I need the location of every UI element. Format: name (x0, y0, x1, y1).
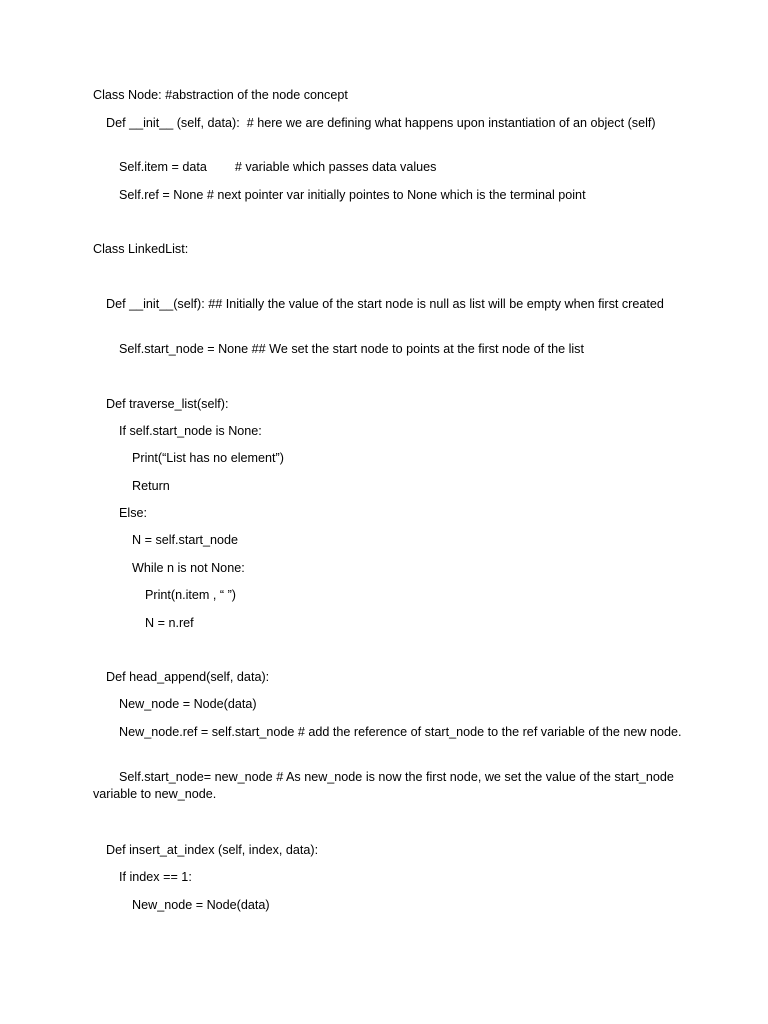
class-linkedlist-line: Class LinkedList: (93, 242, 189, 256)
print-item-line: Print(n.item , “ ”) (145, 588, 236, 602)
linkedlist-init-line: Def __init__(self): ## Initially the value of the start node is null as list will be empty when first created (106, 297, 664, 311)
head-append-def-line: Def head_append(self, data): (106, 670, 270, 684)
node-init-line: Def __init__ (self, data): # here we are defining what happens upon instantiation of an object (self) (106, 116, 656, 130)
class-node-line: Class Node: #abstraction of the node concept (93, 88, 348, 102)
n-ref-line: N = n.ref (145, 616, 194, 630)
return-line: Return (132, 479, 170, 493)
new-node-ref-line: New_node.ref = self.start_node # add the reference of start_node to the ref variable of the new node. (119, 725, 682, 739)
if-none-line: If self.start_node is None: (119, 424, 262, 438)
new-node-line: New_node = Node(data) (119, 697, 257, 711)
self-ref-line: Self.ref = None # next pointer var initially pointes to None which is the terminal point (119, 188, 586, 202)
self-item-line: Self.item = data # variable which passes data values (119, 160, 437, 174)
print-no-element-line: Print(“List has no element”) (132, 451, 284, 465)
insert-at-index-def-line: Def insert_at_index (self, index, data): (106, 843, 319, 857)
new-node-index-line: New_node = Node(data) (132, 898, 270, 912)
if-index-line: If index == 1: (119, 870, 192, 884)
n-start-node-line: N = self.start_node (132, 533, 239, 547)
self-start-node-assign-line: Self.start_node= new_node # As new_node is now the first node, we set the value of the start_node variable to new_node. (93, 770, 678, 801)
while-line: While n is not None: (132, 561, 245, 575)
traverse-def-line: Def traverse_list(self): (106, 397, 229, 411)
start-node-line: Self.start_node = None ## We set the start node to points at the first node of the list (119, 342, 584, 356)
else-line: Else: (119, 506, 147, 520)
